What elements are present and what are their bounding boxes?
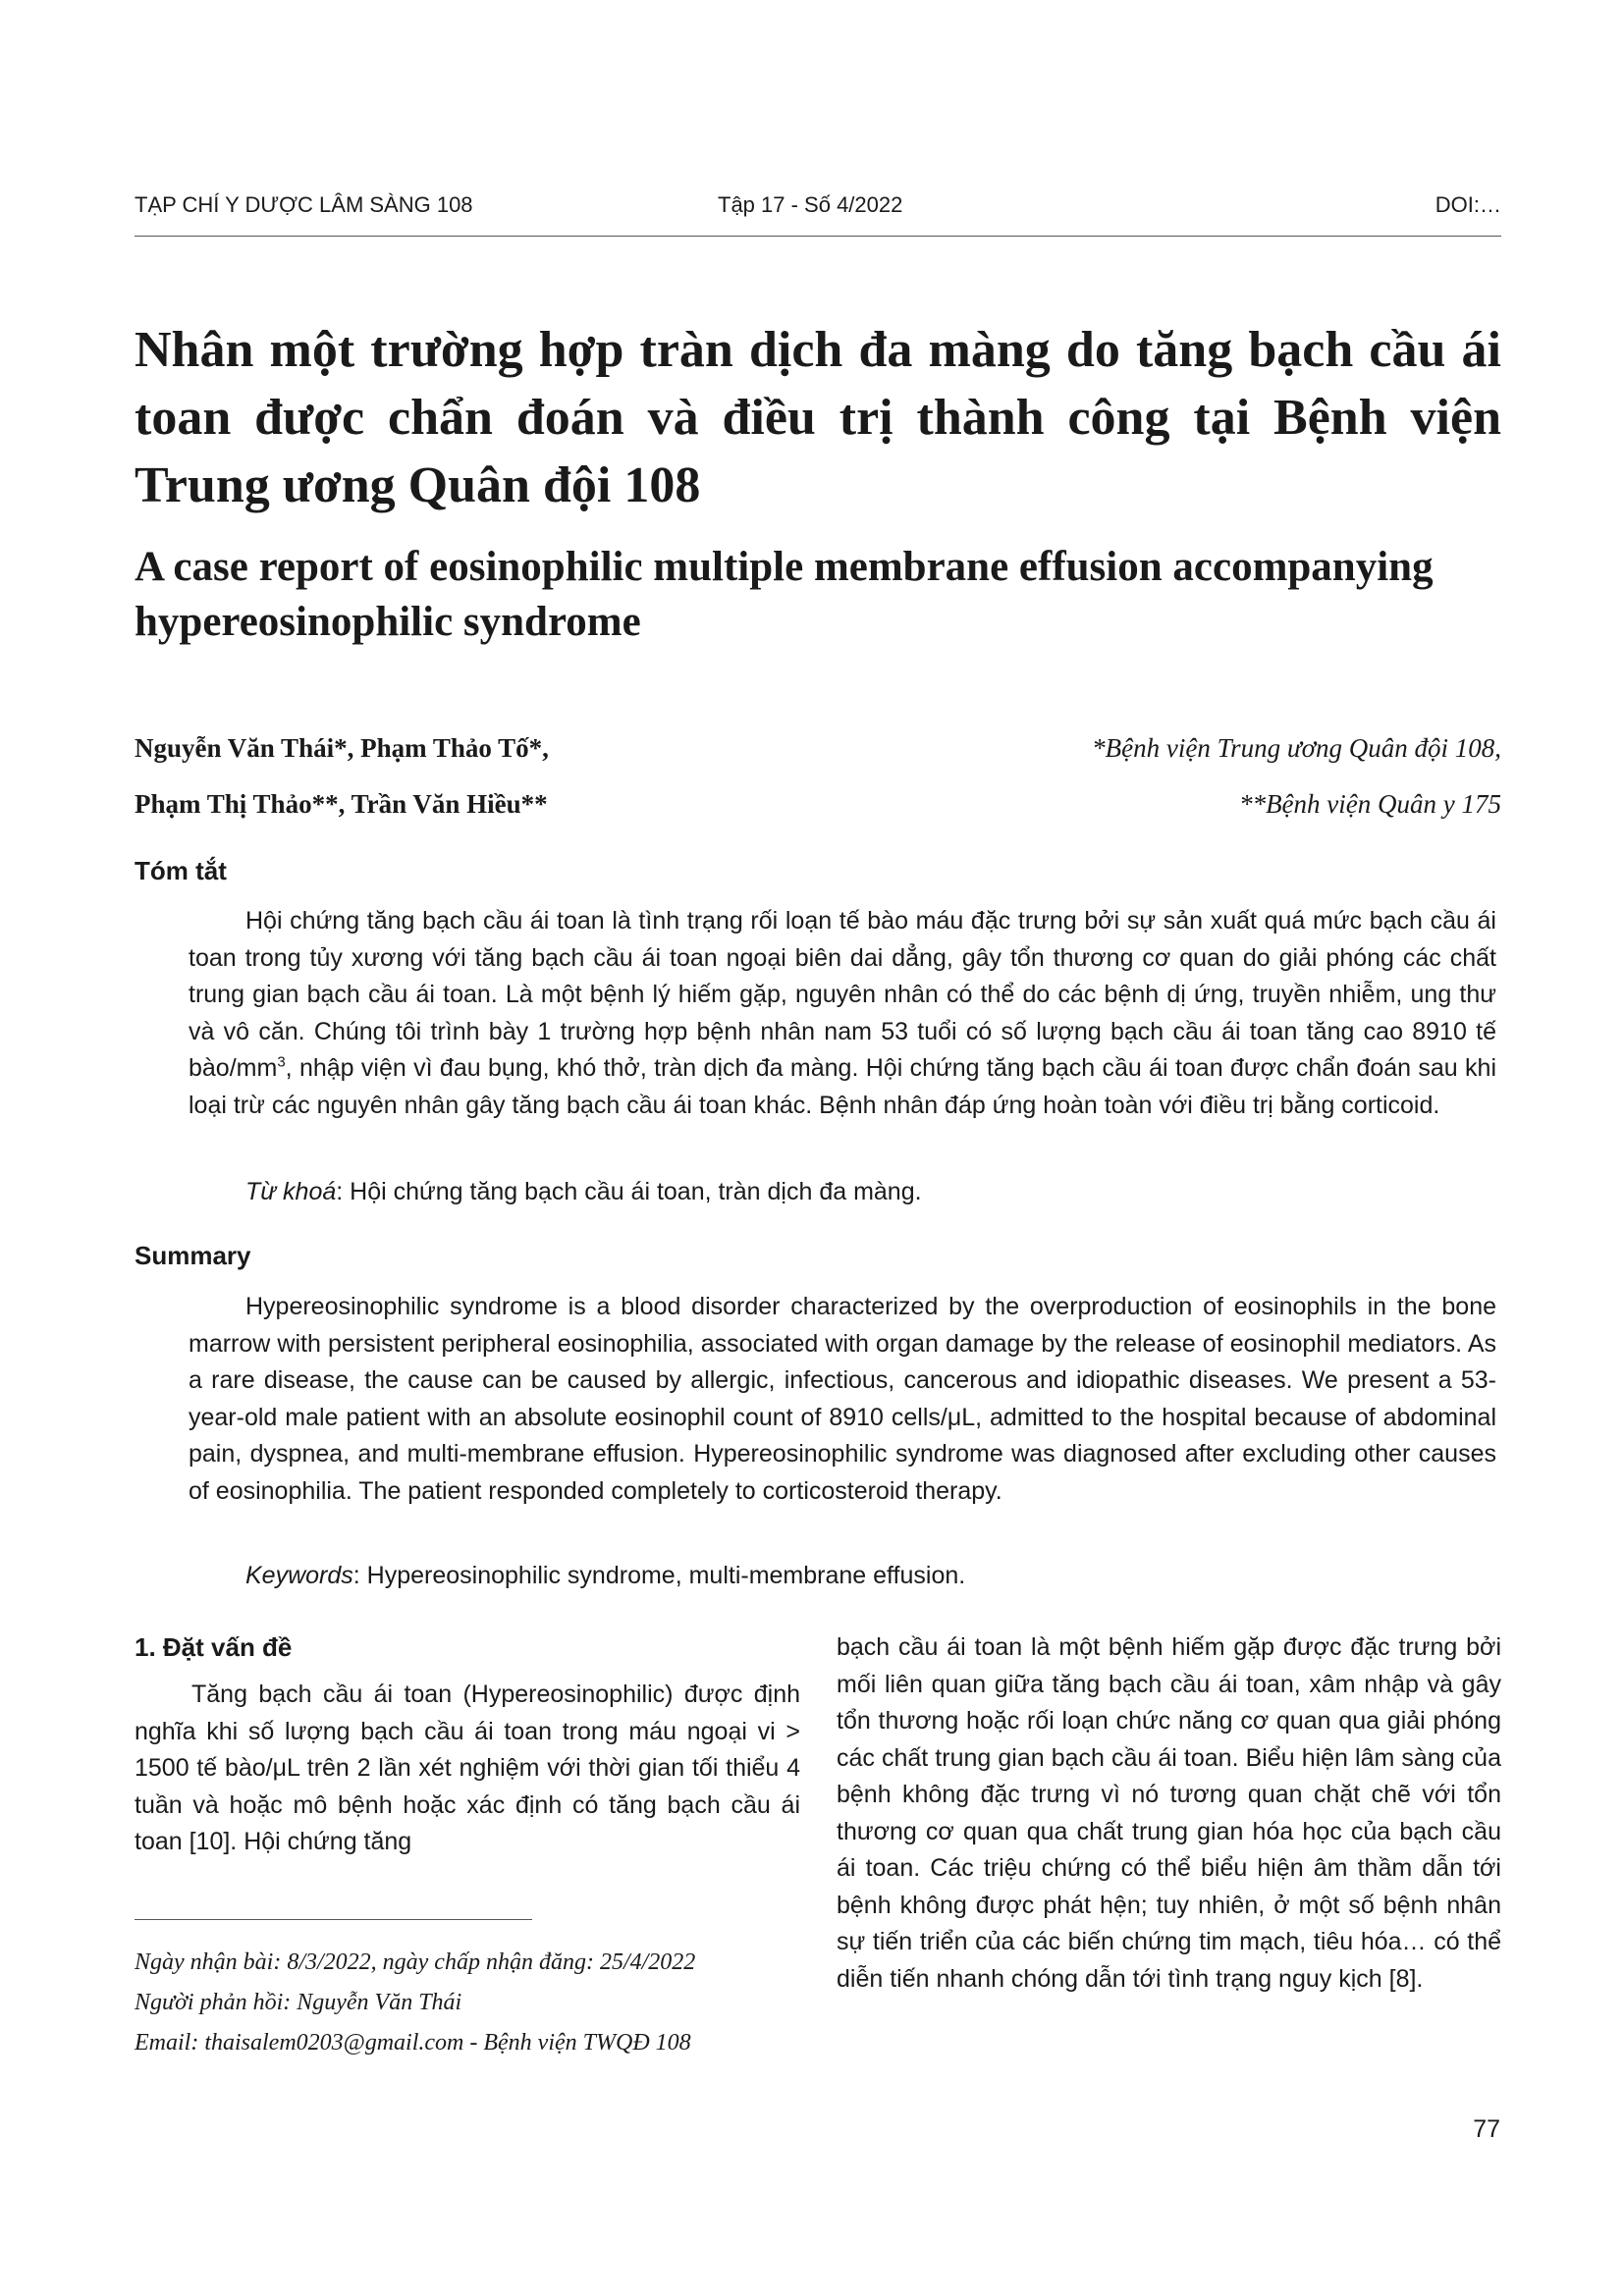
abstract-vi-text-1: Hội chứng tăng bạch cầu ái toan là tình trạng rối loạn tế bào máu đặc trưng bởi sự sản xuất quá mức bạch cầu ái toan trong tủy xương với tăng bạch cầu ái toan ngoại biên dai dẳng, gây tổn thương cơ quan do giải phóng các chất trung gian bạch cầu ái toan. Là một bệnh lý hiếm gặp, nguyên nhân có thể do các bệnh dị ứng, truyền nhiễm, ung thư và vô căn. Chúng tôi trình bày 1 trường hợp bệnh nhân nam 53 tuổi có số lượng bạch cầu ái toan tăng cao 8910 tế bào/mm [189, 907, 1496, 1082]
title-english: A case report of eosinophilic multiple membrane effusion accompanying hypereosinophilic syndrome [135, 544, 1434, 645]
author-line-2: Phạm Thị Thảo**, Trần Văn Hiều** [135, 789, 548, 819]
footnote-reviewer: Người phản hồi: Nguyễn Văn Thái [135, 1990, 462, 2015]
affiliation-1: *Bệnh viện Trung ương Quân đội 108, [1092, 733, 1501, 763]
volume-issue: Tập 17 - Số 4/2022 [718, 192, 903, 217]
footnote-email: Email: thaisalem0203@gmail.com - Bệnh viện TWQĐ 108 [135, 2030, 691, 2056]
footnote-divider [135, 1919, 532, 1920]
affiliation-list [1092, 721, 1501, 832]
keywords-en-label: Keywords [245, 1562, 353, 1589]
page-number: 77 [1473, 2115, 1500, 2143]
header-divider [135, 236, 1501, 237]
section-1-right-column: bạch cầu ái toan là một bệnh hiếm gặp được đặc trưng bởi mối liên quan giữa tăng bạch cầu ái toan, xâm nhập và gây tổn thương hoặc rối loạn chức năng cơ quan qua giải phóng các chất trung gian bạch cầu ái toan. Biểu hiện lâm sàng của bệnh không đặc trưng vì nó tương quan chặt chẽ với tổn thương cơ quan qua chất trung gian hóa học của bạch cầu ái toan. Các triệu chứng có thể biểu hiện âm thầm dẫn tới bệnh không được phát hện; tuy nhiên, ở một số bệnh nhân sự tiến triển của các biến chứng tim mạch, tiêu hóa… có thể diễn tiến nhanh chóng dẫn tới tình trạng nguy kịch [8]. [837, 1633, 1501, 1993]
running-header [135, 192, 1501, 228]
section-1-left-column: Tăng bạch cầu ái toan (Hypereosinophilic) được định nghĩa khi số lượng bạch cầu ái toan trong máu ngoại vi > 1500 tế bào/μL trên 2 lần xét nghiệm với thời gian tối thiểu 4 tuần và hoặc mô bệnh hoặc xác định có tăng bạch cầu ái toan [10]. Hội chứng tăng [135, 1681, 800, 1855]
section-1-heading: 1. Đặt vấn đề [135, 1632, 293, 1662]
keywords-vi [245, 1174, 922, 1211]
author-list [135, 721, 549, 832]
keywords-en-text: : Hypereosinophilic syndrome, multi-membrane effusion. [352, 1562, 966, 1589]
abstract-en-body: Hypereosinophilic syndrome is a blood disorder characterized by the overproduction of eosinophils in the bone marrow with persistent peripheral eosinophilia, associated with organ damage by the release of eosinophil mediators. As a rare disease, the cause can be caused by allergic, infectious, cancerous and idiopathic diseases. We present a 53-year-old male patient with an absolute eosinophil count of 8910 cells/μL, admitted to the hospital because of abdominal pain, dyspnea, and multi-membrane effusion. Hypereosinophilic syndrome was diagnosed after excluding other causes of eosinophilia. The patient responded completely to corticosteroid therapy. [189, 1293, 1496, 1505]
title-vietnamese: Nhân một trường hợp tràn dịch đa màng do tăng bạch cầu ái toan được chẩn đoán và điều trị thành công tại Bệnh viện Trung ương Quân đội 108 [135, 322, 1501, 513]
affiliation-2: **Bệnh viện Quân y 175 [1239, 789, 1501, 819]
footnote-received: Ngày nhận bài: 8/3/2022, ngày chấp nhận đăng: 25/4/2022 [135, 1949, 696, 1975]
keywords-en [245, 1558, 965, 1595]
abstract-vi-body [189, 903, 1496, 1124]
keywords-vi-text: : Hội chứng tăng bạch cầu ái toan, tràn dịch đa màng. [336, 1178, 922, 1205]
doi-label: DOI:… [1435, 192, 1501, 217]
abstract-vi-heading: Tóm tắt [135, 856, 227, 885]
abstract-vi-text-2: , nhập viện vì đau bụng, khó thở, tràn dịch đa màng. Hội chứng tăng bạch cầu ái toan được chẩn đoán sau khi loại trừ các nguyên nhân gây tăng bạch cầu ái toan khác. Bệnh nhân đáp ứng hoàn toàn với điều trị bằng corticoid. [189, 1054, 1496, 1119]
superscript-exponent: 3 [277, 1053, 286, 1071]
footnotes [135, 1943, 695, 2063]
abstract-en-heading: Summary [135, 1241, 251, 1270]
journal-name: TẠP CHÍ Y DƯỢC LÂM SÀNG 108 [135, 192, 473, 217]
keywords-vi-label: Từ khoá [245, 1178, 337, 1205]
author-line-1: Nguyễn Văn Thái*, Phạm Thảo Tố*, [135, 733, 549, 763]
